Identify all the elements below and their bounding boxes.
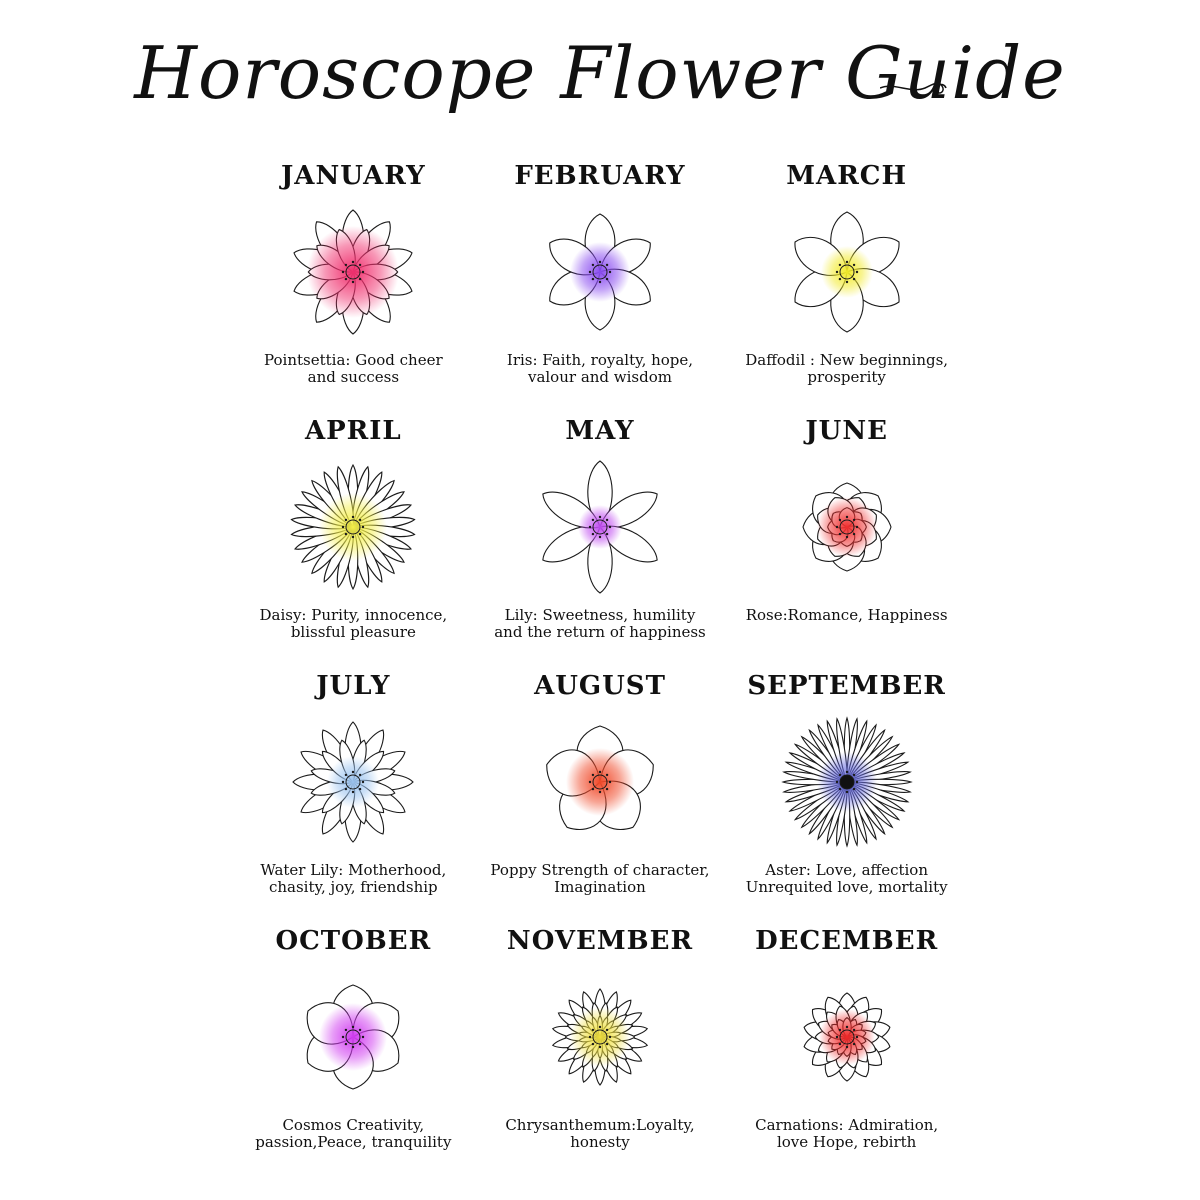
month-label: FEBRUARY — [514, 161, 686, 191]
month-label: JULY — [316, 671, 391, 701]
month-label: JUNE — [805, 416, 888, 446]
month-label: AUGUST — [534, 671, 666, 701]
poinsettia-icon — [268, 202, 438, 342]
flower-caption: Carnations: Admiration, love Hope, rebirth — [755, 1116, 939, 1151]
month-card-may — [477, 405, 724, 660]
flower-caption: Lily: Sweetness, humility and the return of happiness — [494, 606, 706, 641]
month-card-january — [230, 150, 477, 405]
month-card-april — [230, 405, 477, 660]
flower-caption: Iris: Faith, royalty, hope, valour and wisdom — [506, 351, 694, 386]
month-card-july — [230, 660, 477, 915]
poppy-icon — [515, 712, 685, 852]
month-card-october — [230, 915, 477, 1170]
flower-caption: Pointsettia: Good cheer and success — [264, 351, 443, 386]
month-label: NOVEMBER — [506, 926, 694, 956]
month-card-november — [477, 915, 724, 1170]
month-label: MAY — [565, 416, 635, 446]
month-card-december — [723, 915, 970, 1170]
aster-icon — [762, 712, 932, 852]
month-label: JANUARY — [281, 161, 426, 191]
month-label: MARCH — [786, 161, 908, 191]
flower-caption: Daisy: Purity, innocence, blissful pleasure — [259, 606, 448, 641]
month-label: OCTOBER — [275, 926, 432, 956]
cosmos-icon — [268, 967, 438, 1107]
flower-caption: Daffodil : New beginnings, prosperity — [745, 351, 949, 386]
flower-caption: Poppy Strength of character, Imagination — [490, 861, 710, 896]
lily-icon — [515, 457, 685, 597]
month-label: SEPTEMBER — [747, 671, 946, 701]
chrysanthemum-icon — [515, 967, 685, 1107]
month-card-june — [723, 405, 970, 660]
daisy-icon — [268, 457, 438, 597]
heart-flourish-icon — [880, 60, 950, 110]
flower-caption: Cosmos Creativity, passion,Peace, tranquility — [255, 1116, 452, 1151]
month-card-september — [723, 660, 970, 915]
daffodil-icon — [762, 202, 932, 342]
water-lily-icon — [268, 712, 438, 852]
flower-grid — [230, 150, 970, 1170]
month-card-march — [723, 150, 970, 405]
rose-icon — [762, 457, 932, 597]
flower-caption: Chrysanthemum:Loyalty, honesty — [505, 1116, 695, 1151]
month-card-august — [477, 660, 724, 915]
carnation-icon — [762, 967, 932, 1107]
iris-icon — [515, 202, 685, 342]
month-card-february — [477, 150, 724, 405]
month-label: APRIL — [304, 416, 402, 446]
flower-caption: Aster: Love, affection Unrequited love, mortality — [745, 861, 948, 896]
flower-caption: Water Lily: Motherhood, chasity, joy, friendship — [260, 861, 447, 896]
page-title: Horoscope Flower Guide — [134, 31, 1066, 115]
flower-caption: Rose:Romance, Happiness — [745, 606, 948, 624]
month-label: DECEMBER — [755, 926, 939, 956]
